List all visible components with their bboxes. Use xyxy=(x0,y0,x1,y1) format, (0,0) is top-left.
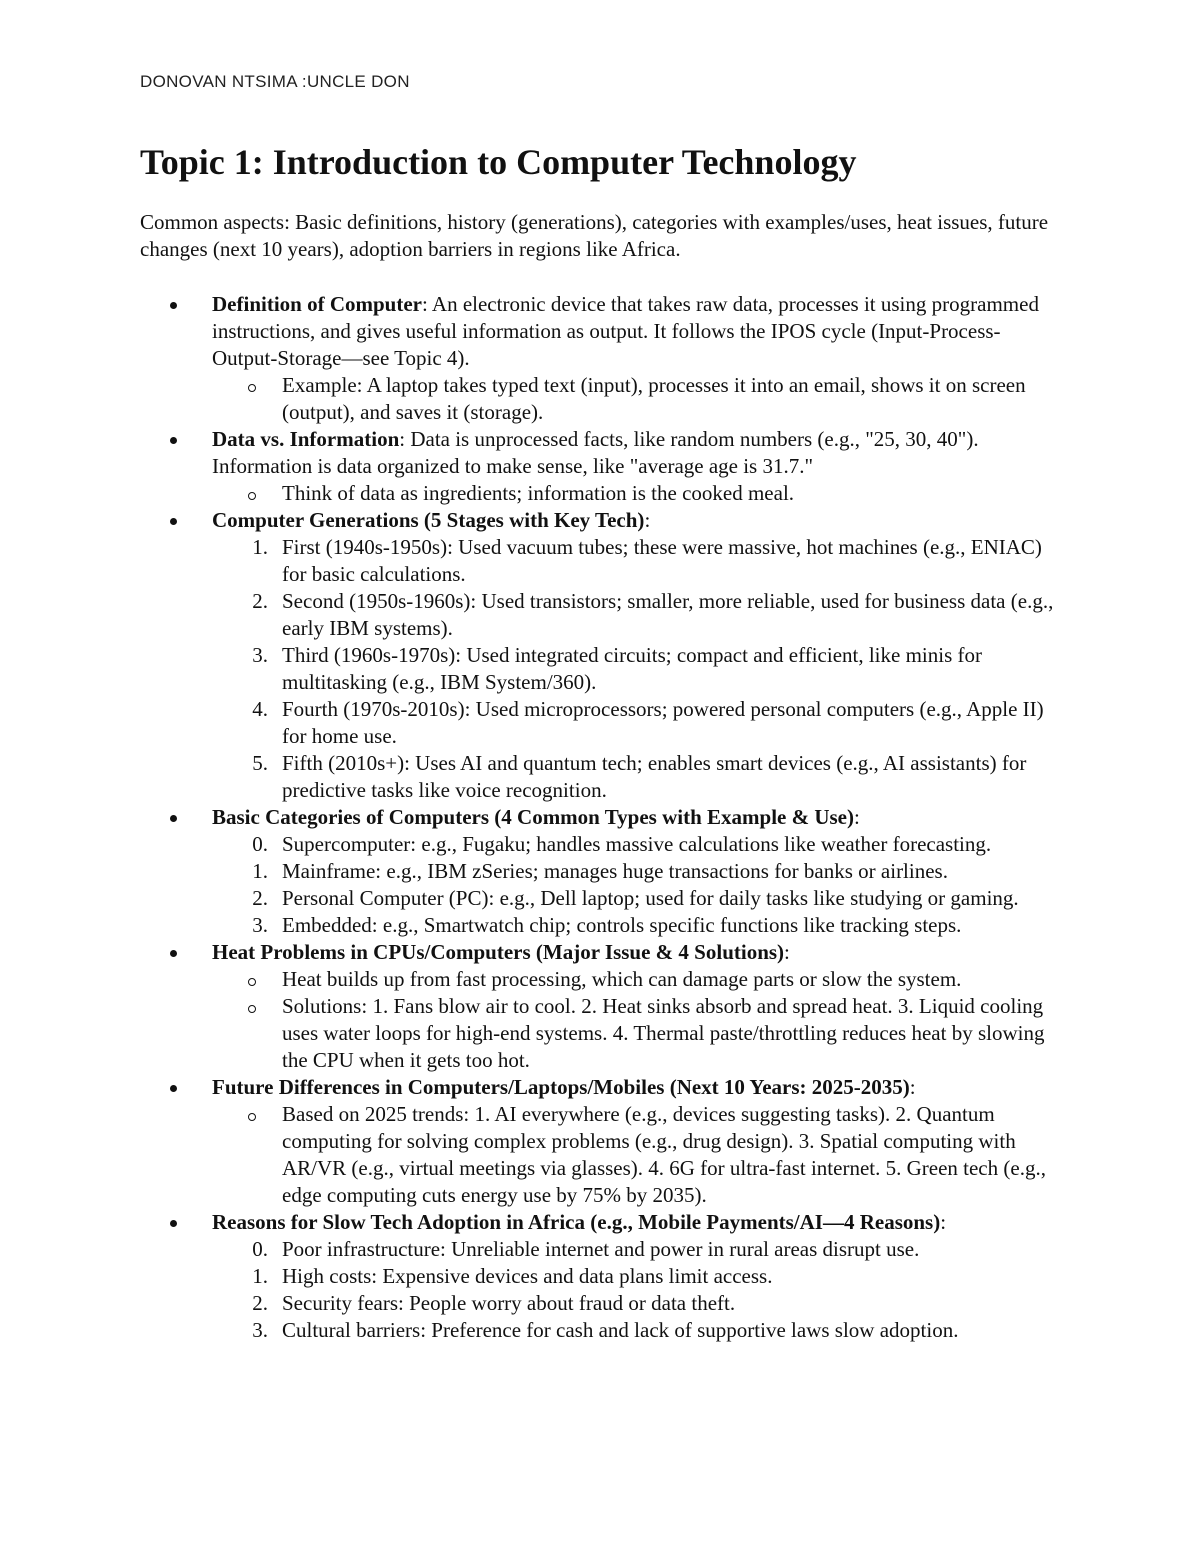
sub-item xyxy=(140,372,1065,426)
item-text: : xyxy=(784,940,790,964)
item-text: : Data is unprocessed facts, like random numbers (e.g., "25, 30, 40"). Information is data organized to make sense, like "average age is 31.7." xyxy=(212,427,979,478)
sub-item-text: Second (1950s-1960s): Used transistors; smaller, more reliable, used for business data (e.g., early IBM systems). xyxy=(282,589,1054,640)
bullet-icon xyxy=(170,950,177,957)
bullet-icon xyxy=(170,1220,177,1227)
list-item xyxy=(140,804,1065,831)
sub-item xyxy=(140,1263,1065,1290)
sub-item-number: 0. xyxy=(252,1237,268,1261)
sub-item-text: Heat builds up from fast processing, which can damage parts or slow the system. xyxy=(282,967,962,991)
sub-item-number: 0. xyxy=(252,832,268,856)
sub-item xyxy=(140,750,1065,804)
sub-item-number: 2. xyxy=(252,1291,268,1315)
item-heading: Basic Categories of Computers (4 Common Types with Example & Use) xyxy=(212,805,854,829)
sub-item xyxy=(140,858,1065,885)
sub-item xyxy=(140,966,1065,993)
item-heading: Reasons for Slow Tech Adoption in Africa (e.g., Mobile Payments/AI—4 Reasons) xyxy=(212,1210,941,1234)
sub-item-text: Fourth (1970s-2010s): Used microprocessors; powered personal computers (e.g., Apple II) for home use. xyxy=(282,697,1044,748)
sub-item-text: Supercomputer: e.g., Fugaku; handles massive calculations like weather forecasting. xyxy=(282,832,992,856)
bullet-icon xyxy=(170,518,177,525)
page-title: Topic 1: Introduction to Computer Technology xyxy=(140,142,857,182)
bullet-list xyxy=(140,291,1065,1344)
list-item xyxy=(140,426,1065,480)
bullet-icon xyxy=(170,437,177,444)
item-text: : xyxy=(909,1075,916,1099)
sub-item-text: Poor infrastructure: Unreliable internet and power in rural areas disrupt use. xyxy=(282,1237,920,1261)
sub-item-number: 3. xyxy=(252,913,268,937)
circle-bullet-icon xyxy=(248,1005,256,1013)
sub-item-number: 1. xyxy=(252,535,268,559)
list-item xyxy=(140,507,1065,534)
item-heading: Definition of Computer xyxy=(212,292,422,316)
bullet-icon xyxy=(170,1085,177,1092)
item-heading: Heat Problems in CPUs/Computers (Major Issue & 4 Solutions) xyxy=(212,940,785,964)
bullet-icon xyxy=(170,815,177,822)
item-text: : An electronic device that takes raw data, processes it using programmed instructions, and gives useful information as output. It follows the IPOS cycle (Input-Process-Output-Storage—see Topic 4). xyxy=(212,292,1039,370)
sub-item xyxy=(140,480,1065,507)
list-item xyxy=(140,291,1065,372)
list-item xyxy=(140,1074,1065,1101)
sub-item xyxy=(140,642,1065,696)
bullet-icon xyxy=(170,302,177,309)
item-heading: Data vs. Information xyxy=(212,427,400,451)
sub-item xyxy=(140,588,1065,642)
list-item xyxy=(140,1209,1065,1236)
sub-item xyxy=(140,912,1065,939)
item-heading: Future Differences in Computers/Laptops/Mobiles (Next 10 Years: 2025-2035) xyxy=(212,1075,910,1099)
list-item xyxy=(140,939,1065,966)
circle-bullet-icon xyxy=(248,492,256,500)
sub-item-number: 3. xyxy=(252,1318,268,1342)
sub-item xyxy=(140,885,1065,912)
sub-item-text: High costs: Expensive devices and data plans limit access. xyxy=(282,1264,773,1288)
item-text: : xyxy=(644,508,651,532)
sub-item-text: Based on 2025 trends: 1. AI everywhere (e.g., devices suggesting tasks). 2. Quantum computing for solving complex problems (e.g., drug design). 3. Spatial computing with AR/VR (e.g., virtual meetings via glasses). 4. 6G for ultra-fast internet. 5. Green tech (e.g., edge computing cuts energy use by 75% by 2035). xyxy=(282,1102,1046,1207)
sub-item-number: 1. xyxy=(252,1264,268,1288)
sub-item-number: 3. xyxy=(252,643,268,667)
intro-paragraph: Common aspects: Basic definitions, history (generations), categories with examples/uses, heat issues, future changes (next 10 years), adoption barriers in regions like Africa. xyxy=(140,210,1049,261)
sub-item-text: Embedded: e.g., Smartwatch chip; controls specific functions like tracking steps. xyxy=(282,913,962,937)
sub-item-number: 4. xyxy=(252,697,268,721)
sub-item-text: Example: A laptop takes typed text (input), processes it into an email, shows it on screen (output), and saves it (storage). xyxy=(282,373,1026,424)
sub-item-number: 1. xyxy=(252,859,268,883)
item-heading: Computer Generations (5 Stages with Key Tech) xyxy=(212,508,645,532)
page-header: DONOVAN NTSIMA :UNCLE DON xyxy=(140,72,410,91)
item-text: : xyxy=(854,805,860,829)
item-text: : xyxy=(940,1210,947,1234)
sub-item xyxy=(140,1101,1065,1209)
sub-item xyxy=(140,993,1065,1074)
sub-item xyxy=(140,696,1065,750)
sub-item-text: Security fears: People worry about fraud or data theft. xyxy=(282,1291,736,1315)
sub-item-text: Fifth (2010s+): Uses AI and quantum tech; enables smart devices (e.g., AI assistants) for predictive tasks like voice recognition. xyxy=(282,751,1027,802)
sub-item xyxy=(140,1236,1065,1263)
circle-bullet-icon xyxy=(248,1113,256,1121)
sub-item-number: 2. xyxy=(252,589,268,613)
sub-item-text: Think of data as ingredients; information is the cooked meal. xyxy=(282,481,795,505)
sub-item-text: Solutions: 1. Fans blow air to cool. 2. Heat sinks absorb and spread heat. 3. Liquid cooling uses water loops for high-end systems. 4. Thermal paste/throttling reduces heat by slowing the CPU when it gets too hot. xyxy=(282,994,1045,1072)
sub-item-number: 2. xyxy=(252,886,268,910)
circle-bullet-icon xyxy=(248,978,256,986)
sub-item-text: Third (1960s-1970s): Used integrated circuits; compact and efficient, like minis for multitasking (e.g., IBM System/360). xyxy=(282,643,983,694)
sub-item xyxy=(140,1290,1065,1317)
sub-item xyxy=(140,1317,1065,1344)
sub-item-text: Personal Computer (PC): e.g., Dell laptop; used for daily tasks like studying or gaming. xyxy=(282,886,1019,910)
sub-item-text: Cultural barriers: Preference for cash and lack of supportive laws slow adoption. xyxy=(282,1318,959,1342)
sub-item-text: Mainframe: e.g., IBM zSeries; manages huge transactions for banks or airlines. xyxy=(282,859,948,883)
sub-item-number: 5. xyxy=(252,751,268,775)
sub-item-text: First (1940s-1950s): Used vacuum tubes; these were massive, hot machines (e.g., ENIAC) for basic calculations. xyxy=(282,535,1042,586)
circle-bullet-icon xyxy=(248,384,256,392)
sub-item xyxy=(140,534,1065,588)
sub-item xyxy=(140,831,1065,858)
